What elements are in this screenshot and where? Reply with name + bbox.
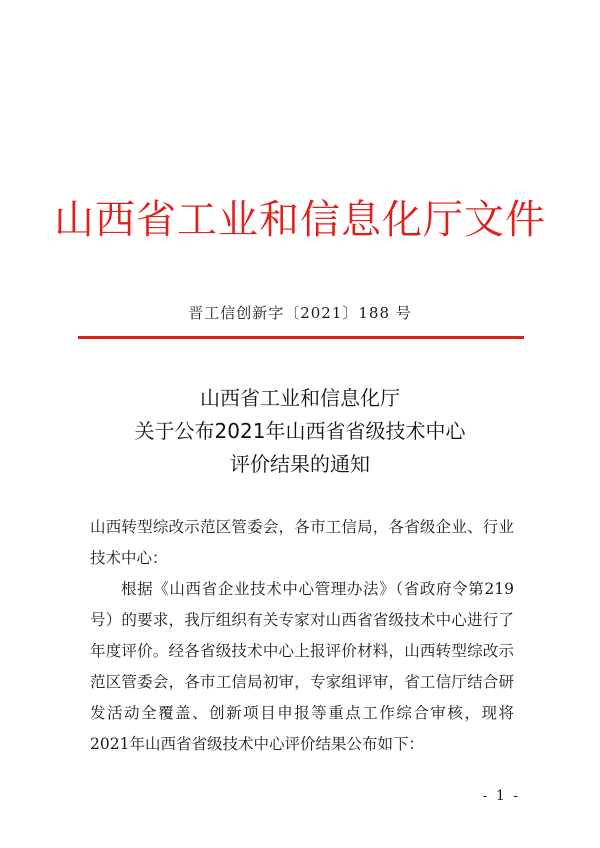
masthead-title: 山西省工业和信息化厅文件	[54, 197, 546, 243]
title-line-2: 关于公布2021年山西省省级技术中心	[134, 419, 466, 443]
body-paragraph: 根据《山西省企业技术中心管理办法》（省政府令第219号）的要求，我厅组织有关专家对山西省省级技术中心进行了年度评价。经各省级技术中心上报评价材料，山西转型综改示范区管委会，各市工信局初审，专家组评审，省工信厅结合研发活动全覆盖、创新项目申报等重点工作综合审核，现将2021年山西省省级技术中心评价结果公布如下：	[90, 580, 514, 753]
page-number: - 1 -	[482, 788, 520, 804]
document-number: 晋工信创新字〔2021〕188 号	[188, 304, 412, 322]
notice-title	[0, 382, 600, 481]
title-line-1: 山西省工业和信息化厅	[200, 386, 400, 410]
addressee: 山西转型综改示范区管委会，各市工信局，各省级企业、行业技术中心：	[90, 518, 514, 567]
title-line-3: 评价结果的通知	[230, 452, 370, 476]
notice-body	[90, 512, 514, 760]
red-divider	[78, 336, 524, 339]
